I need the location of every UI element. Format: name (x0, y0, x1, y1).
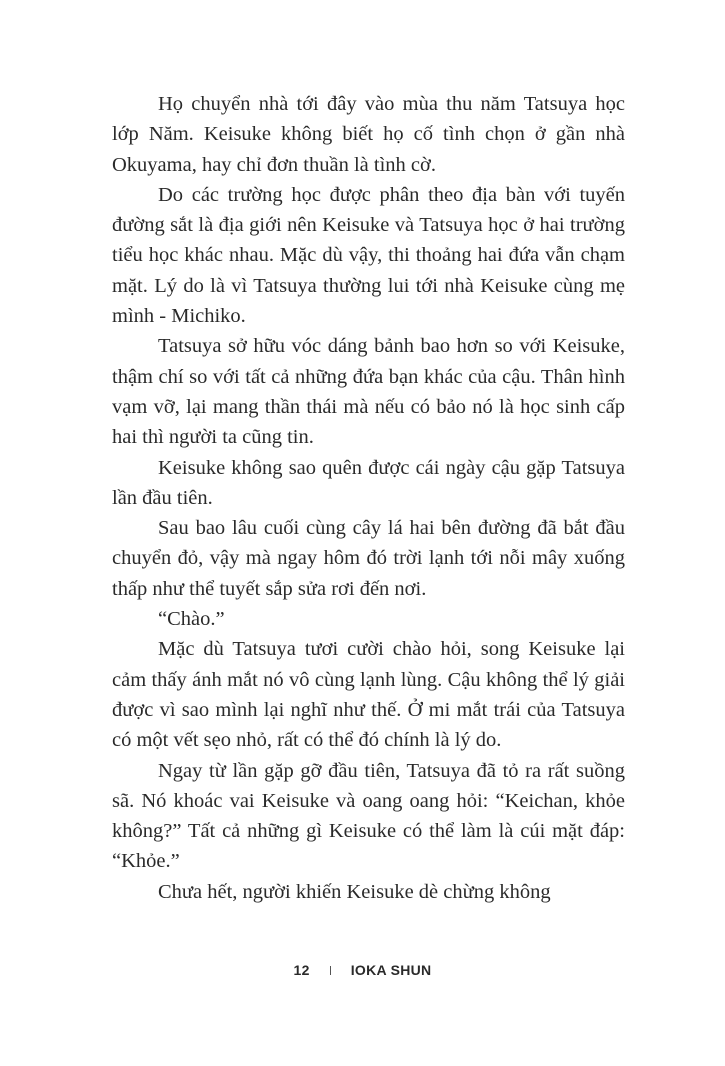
paragraph-6: “Chào.” (158, 608, 225, 631)
paragraph-7: Mặc dù Tatsuya tươi cười chào hỏi, song Keisuke lại cảm thấy ánh mắt nó vô cùng lạnh lùng. Cậu không thể lý giải được vì sao mình lại nghĩ như thế. Ở mi mắt trái của Tatsuya có một vết sẹo nhỏ, rất có thể đó chính là lý do. (112, 638, 625, 752)
paragraph-8: Ngay từ lần gặp gỡ đầu tiên, Tatsuya đã tỏ ra rất suồng sã. Nó khoác vai Keisuke và oang oang hỏi: “Keichan, khỏe không?” Tất cả những gì Keisuke có thể làm là cúi mặt đáp: “Khỏe.” (112, 759, 625, 873)
paragraph-2: Do các trường học được phân theo địa bàn với tuyến đường sắt là địa giới nên Keisuke và Tatsuya học ở hai trường tiểu học khác nhau. Mặc dù vậy, thi thoảng hai đứa vẫn chạm mặt. Lý do là vì Tatsuya thường lui tới nhà Keisuke cùng mẹ mình - Michiko. (112, 183, 625, 328)
paragraph-1: Họ chuyển nhà tới đây vào mùa thu năm Tatsuya học lớp Năm. Keisuke không biết họ cố tình chọn ở gần nhà Okuyama, hay chỉ đơn thuần là tình cờ. (112, 93, 625, 176)
author-name: IOKA SHUN (350, 962, 432, 978)
page-body (112, 89, 625, 907)
paragraph-9: Chưa hết, người khiến Keisuke dè chừng không (158, 880, 551, 903)
page-number: 12 (293, 962, 310, 978)
paragraph-5: Sau bao lâu cuối cùng cây lá hai bên đường đã bắt đầu chuyển đỏ, vậy mà ngay hôm đó trời lạnh tới nỗi mây xuống thấp như thể tuyết sắp sửa rơi đến nơi. (112, 517, 625, 600)
page-footer (0, 962, 725, 978)
footer-separator (330, 966, 331, 975)
paragraph-4: Keisuke không sao quên được cái ngày cậu gặp Tatsuya lần đầu tiên. (112, 456, 625, 509)
paragraph-3: Tatsuya sở hữu vóc dáng bảnh bao hơn so với Keisuke, thậm chí so với tất cả những đứa bạn khác của cậu. Thân hình vạm vỡ, lại mang thần thái mà nếu có bảo nó là học sinh cấp hai thì người ta cũng tin. (112, 335, 625, 449)
